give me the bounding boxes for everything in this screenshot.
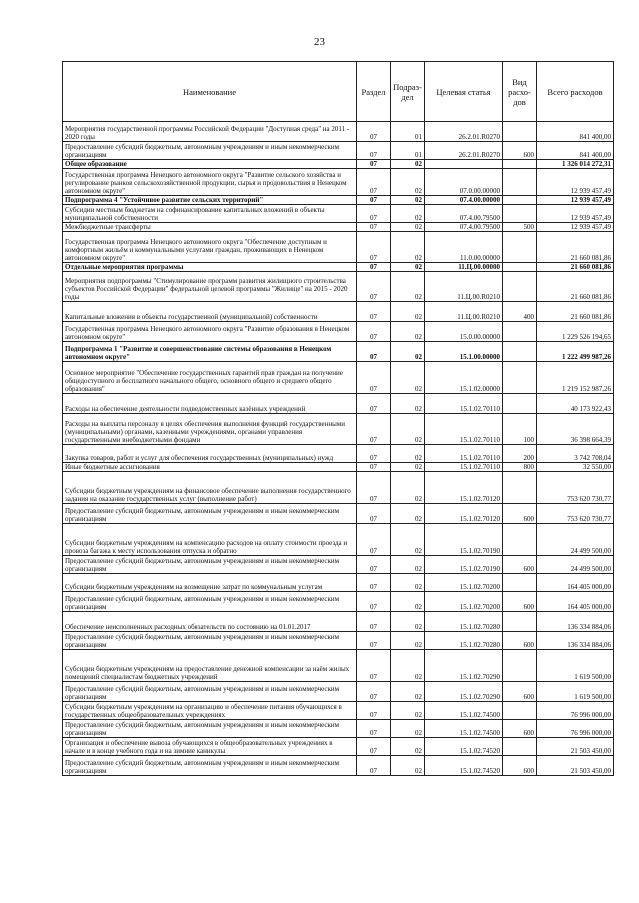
row-amount: 12 939 457,49	[537, 169, 614, 196]
row-amount: 753 620 730,77	[537, 472, 614, 504]
row-amount: 1 619 500,00	[537, 650, 614, 682]
table-row	[63, 160, 614, 169]
row-amount: 36 398 664,39	[537, 414, 614, 445]
table-row	[63, 342, 614, 362]
row-subsection: 02	[391, 414, 425, 445]
row-section: 07	[357, 632, 391, 650]
row-type	[503, 362, 537, 394]
row-subsection: 02	[391, 342, 425, 362]
row-amount: 1 219 152 987,26	[537, 362, 614, 394]
row-name: Субсидии бюджетным учреждениям на возмещение затрат по коммунальным услугам	[63, 574, 357, 592]
row-target: 15.1.02.74520	[425, 756, 503, 776]
table-row	[63, 720, 614, 738]
row-amount: 40 173 922,43	[537, 394, 614, 414]
row-type: 400	[503, 302, 537, 322]
row-subsection: 01	[391, 142, 425, 160]
row-name: Общее образование	[63, 160, 357, 169]
table-row	[63, 472, 614, 504]
row-type	[503, 472, 537, 504]
table-row	[63, 223, 614, 232]
table-header-row	[63, 62, 614, 122]
table-row	[63, 592, 614, 612]
row-section: 07	[357, 702, 391, 720]
row-section: 07	[357, 574, 391, 592]
row-name: Расходы на выплаты персоналу в целях обеспечения выполнения функций государственными (муниципальными) органами, казенными учреждениями, органами управления государственными внебюджетными фондами	[63, 414, 357, 445]
row-subsection: 02	[391, 738, 425, 756]
row-type: 600	[503, 756, 537, 776]
row-name: Обеспечение неисполненных расходных обязательств по состоянию на 01.01.2017	[63, 612, 357, 632]
row-amount: 1 326 014 272,31	[537, 160, 614, 169]
row-name: Организация и обеспечение вывоза обучающихся в общеобразовательных учреждениях в начале и в конце учебного года и на зимние каникулы	[63, 738, 357, 756]
row-subsection: 01	[391, 122, 425, 142]
row-name: Субсидии местным бюджетам на софинансирование капитальных вложений в объекты муниципальной собственности	[63, 205, 357, 223]
table-row	[63, 650, 614, 682]
row-section: 07	[357, 445, 391, 463]
row-subsection: 02	[391, 169, 425, 196]
row-amount: 21 660 081,86	[537, 272, 614, 302]
row-amount: 1 229 526 194,65	[537, 322, 614, 342]
row-amount: 76 996 000,00	[537, 720, 614, 738]
row-section: 07	[357, 612, 391, 632]
row-amount: 3 742 708,04	[537, 445, 614, 463]
row-type: 800	[503, 463, 537, 472]
table-row	[63, 612, 614, 632]
row-subsection: 02	[391, 612, 425, 632]
header-name: Наименование	[63, 62, 357, 122]
row-amount: 21 660 081,86	[537, 232, 614, 263]
row-subsection: 02	[391, 196, 425, 205]
row-type: 600	[503, 720, 537, 738]
row-target: 07.4.00.79500	[425, 223, 503, 232]
table-row	[63, 205, 614, 223]
table-row	[63, 556, 614, 574]
row-type: 600	[503, 504, 537, 524]
row-target	[425, 160, 503, 169]
row-target: 11.0.00.00000	[425, 232, 503, 263]
row-name: Предоставление субсидий бюджетным, автономным учреждениям и иным некоммерческим организациям	[63, 142, 357, 160]
header-target: Целевая статья	[425, 62, 503, 122]
row-target: 11.Ц.00.R0210	[425, 302, 503, 322]
row-target: 26.2.01.R0270	[425, 122, 503, 142]
table-body	[63, 122, 614, 776]
table-row	[63, 196, 614, 205]
row-name: Государственная программа Ненецкого автономного округа "Развитие сельского хозяйства и регулирование рынков сельскохозяйственной продукции, сырья и продовольствия в Ненецком автономном округе"	[63, 169, 357, 196]
row-name: Иные бюджетные ассигнования	[63, 463, 357, 472]
row-target: 15.1.02.70290	[425, 682, 503, 702]
row-type: 600	[503, 632, 537, 650]
row-section: 07	[357, 232, 391, 263]
row-type	[503, 342, 537, 362]
row-subsection: 02	[391, 232, 425, 263]
row-name: Межбюджетные трансферты	[63, 223, 357, 232]
row-type: 600	[503, 556, 537, 574]
table-row	[63, 463, 614, 472]
row-subsection: 02	[391, 302, 425, 322]
table-row	[63, 756, 614, 776]
row-subsection: 02	[391, 394, 425, 414]
row-type: 600	[503, 682, 537, 702]
row-amount: 841 400,00	[537, 122, 614, 142]
row-section: 07	[357, 720, 391, 738]
row-section: 07	[357, 414, 391, 445]
row-section: 07	[357, 169, 391, 196]
table-row	[63, 504, 614, 524]
row-section: 07	[357, 592, 391, 612]
row-target: 15.1.02.70280	[425, 612, 503, 632]
header-type: Вид расхо-дов	[503, 62, 537, 122]
row-type	[503, 169, 537, 196]
row-target: 15.1.02.70110	[425, 414, 503, 445]
row-subsection: 02	[391, 472, 425, 504]
row-subsection: 02	[391, 524, 425, 556]
row-amount: 21 660 081,86	[537, 302, 614, 322]
row-amount: 24 499 500,00	[537, 524, 614, 556]
table-row	[63, 702, 614, 720]
row-type	[503, 272, 537, 302]
row-name: Предоставление субсидий бюджетным, автономным учреждениям и иным некоммерческим организациям	[63, 592, 357, 612]
row-name: Подпрограмма 4 "Устойчивое развитие сельских территорий"	[63, 196, 357, 205]
row-section: 07	[357, 472, 391, 504]
table-row	[63, 574, 614, 592]
row-subsection: 02	[391, 756, 425, 776]
row-section: 07	[357, 682, 391, 702]
row-section: 07	[357, 394, 391, 414]
row-name: Предоставление субсидий бюджетным, автономным учреждениям и иным некоммерческим организациям	[63, 556, 357, 574]
row-type: 500	[503, 223, 537, 232]
row-target: 15.1.02.70120	[425, 472, 503, 504]
row-subsection: 02	[391, 362, 425, 394]
row-target: 15.1.02.70110	[425, 394, 503, 414]
row-section: 07	[357, 160, 391, 169]
row-section: 07	[357, 756, 391, 776]
row-name: Капитальные вложения в объекты государственной (муниципальной) собственности	[63, 302, 357, 322]
row-target: 26.2.01.R0270	[425, 142, 503, 160]
row-type	[503, 205, 537, 223]
row-name: Предоставление субсидий бюджетным, автономным учреждениям и иным некоммерческим организациям	[63, 632, 357, 650]
row-amount: 136 334 884,06	[537, 612, 614, 632]
row-name: Субсидии бюджетным учреждениям на предоставление денежной компенсации за наём жилых помещений специалистам бюджетных учреждений	[63, 650, 357, 682]
table-row	[63, 738, 614, 756]
row-section: 07	[357, 142, 391, 160]
row-amount: 136 334 884,06	[537, 632, 614, 650]
row-amount: 76 996 000,00	[537, 702, 614, 720]
row-type: 200	[503, 445, 537, 463]
row-section: 07	[357, 738, 391, 756]
row-amount: 841 400,00	[537, 142, 614, 160]
table-row	[63, 169, 614, 196]
row-subsection: 02	[391, 223, 425, 232]
table-row	[63, 394, 614, 414]
row-type	[503, 702, 537, 720]
row-subsection: 02	[391, 263, 425, 272]
row-amount: 12 939 457,49	[537, 223, 614, 232]
row-subsection: 02	[391, 574, 425, 592]
row-subsection: 02	[391, 272, 425, 302]
row-type	[503, 738, 537, 756]
row-subsection: 02	[391, 160, 425, 169]
row-name: Мероприятия подпрограммы "Стимулирование программ развития жилищного строительства субъектов Российской Федерации" федеральной целевой программы "Жилище" на 2015 - 2020 годы	[63, 272, 357, 302]
row-subsection: 02	[391, 445, 425, 463]
row-subsection: 02	[391, 205, 425, 223]
row-amount: 21 660 081,86	[537, 263, 614, 272]
row-type: 600	[503, 592, 537, 612]
row-amount: 24 499 500,00	[537, 556, 614, 574]
row-target: 15.0.00.00000	[425, 322, 503, 342]
row-subsection: 02	[391, 556, 425, 574]
row-type	[503, 263, 537, 272]
table-row	[63, 263, 614, 272]
header-total: Всего расходов	[537, 62, 614, 122]
row-type	[503, 524, 537, 556]
header-subsection: Подраз-дел	[391, 62, 425, 122]
row-amount: 12 939 457,49	[537, 196, 614, 205]
row-target: 11.Ц.00.00000	[425, 263, 503, 272]
row-amount: 1 619 500,00	[537, 682, 614, 702]
row-name: Основное мероприятие "Обеспечение государственных гарантий прав граждан на получение общедоступного и бесплатного начального общего, основного общего и среднего общего образования"	[63, 362, 357, 394]
row-name: Субсидии бюджетным учреждениям на финансовое обеспечение выполнения государственного задания на оказание государственных услуг (выполнение работ)	[63, 472, 357, 504]
row-section: 07	[357, 463, 391, 472]
row-target: 15.1.02.70190	[425, 524, 503, 556]
row-section: 07	[357, 205, 391, 223]
row-name: Отдельные мероприятия программы	[63, 263, 357, 272]
table-row	[63, 302, 614, 322]
row-section: 07	[357, 556, 391, 574]
table-row	[63, 682, 614, 702]
row-target: 15.1.02.00000	[425, 362, 503, 394]
row-target: 15.1.02.70190	[425, 556, 503, 574]
row-subsection: 02	[391, 720, 425, 738]
row-type	[503, 122, 537, 142]
row-section: 07	[357, 650, 391, 682]
row-type	[503, 196, 537, 205]
row-target: 15.1.02.70280	[425, 632, 503, 650]
row-amount: 164 405 000,00	[537, 574, 614, 592]
row-type	[503, 612, 537, 632]
row-target: 11.Ц.00.R0210	[425, 272, 503, 302]
row-target: 07.4.00.00000	[425, 196, 503, 205]
row-type	[503, 160, 537, 169]
row-name: Подпрограмма 1 "Развитие и совершенствование системы образования в Ненецком автономном округе"	[63, 342, 357, 362]
row-target: 07.0.00.00000	[425, 169, 503, 196]
row-target: 15.1.02.70200	[425, 574, 503, 592]
row-subsection: 02	[391, 463, 425, 472]
row-subsection: 02	[391, 504, 425, 524]
table-row	[63, 445, 614, 463]
row-name: Предоставление субсидий бюджетным, автономным учреждениям и иным некоммерческим организациям	[63, 504, 357, 524]
row-type: 100	[503, 414, 537, 445]
row-name: Предоставление субсидий бюджетным, автономным учреждениям и иным некоммерческим организациям	[63, 720, 357, 738]
row-type	[503, 232, 537, 263]
row-target: 15.1.02.74500	[425, 702, 503, 720]
row-amount: 1 222 499 987,26	[537, 342, 614, 362]
row-section: 07	[357, 504, 391, 524]
row-type: 600	[503, 142, 537, 160]
row-subsection: 02	[391, 592, 425, 612]
row-name: Предоставление субсидий бюджетным, автономным учреждениям и иным некоммерческим организациям	[63, 756, 357, 776]
table-row	[63, 122, 614, 142]
row-section: 07	[357, 223, 391, 232]
row-amount: 164 405 000,00	[537, 592, 614, 612]
row-section: 07	[357, 362, 391, 394]
table-row	[63, 142, 614, 160]
row-section: 07	[357, 263, 391, 272]
row-subsection: 02	[391, 702, 425, 720]
table-row	[63, 232, 614, 263]
row-section: 07	[357, 272, 391, 302]
row-name: Расходы на обеспечение деятельности подведомственных казённых учреждений	[63, 394, 357, 414]
row-name: Субсидии бюджетным учреждениям на компенсацию расходов на оплату стоимости проезда и провоза багажа к месту использования отпуска и обратно	[63, 524, 357, 556]
row-target: 15.1.02.70110	[425, 445, 503, 463]
row-amount: 21 503 450,00	[537, 756, 614, 776]
row-name: Мероприятия государственной программы Российской Федерации "Доступная среда" на 2011 - 2020 годы	[63, 122, 357, 142]
row-target: 15.1.02.74500	[425, 720, 503, 738]
row-name: Государственная программа Ненецкого автономного округа "Развитие образования в Ненецком автономном округе"	[63, 322, 357, 342]
row-name: Субсидии бюджетным учреждениям на организацию и обеспечение питания обучающихся в государственных общеобразовательных учреждениях	[63, 702, 357, 720]
table-row	[63, 632, 614, 650]
row-target: 15.1.02.74520	[425, 738, 503, 756]
row-subsection: 02	[391, 632, 425, 650]
row-type	[503, 322, 537, 342]
row-type	[503, 574, 537, 592]
row-target: 15.1.02.70290	[425, 650, 503, 682]
row-target: 15.1.00.00000	[425, 342, 503, 362]
row-section: 07	[357, 342, 391, 362]
row-amount: 12 939 457,49	[537, 205, 614, 223]
table-row	[63, 524, 614, 556]
row-section: 07	[357, 302, 391, 322]
budget-table	[62, 61, 614, 776]
row-subsection: 02	[391, 682, 425, 702]
row-name: Предоставление субсидий бюджетным, автономным учреждениям и иным некоммерческим организациям	[63, 682, 357, 702]
row-subsection: 02	[391, 650, 425, 682]
page-number: 23	[314, 36, 325, 48]
row-target: 15.1.02.70200	[425, 592, 503, 612]
row-section: 07	[357, 196, 391, 205]
row-target: 07.4.00.79500	[425, 205, 503, 223]
row-name: Закупка товаров, работ и услуг для обеспечения государственных (муниципальных) нужд	[63, 445, 357, 463]
table-row	[63, 322, 614, 342]
row-type	[503, 650, 537, 682]
header-section: Раздел	[357, 62, 391, 122]
row-subsection: 02	[391, 322, 425, 342]
row-target: 15.1.02.70110	[425, 463, 503, 472]
row-target: 15.1.02.70120	[425, 504, 503, 524]
table-row	[63, 414, 614, 445]
row-section: 07	[357, 322, 391, 342]
row-name: Государственная программа Ненецкого автономного округа "Обеспечение доступным и комфортным жильём и коммунальными услугами граждан, проживающих в Ненецком автономном округе"	[63, 232, 357, 263]
row-section: 07	[357, 524, 391, 556]
table-row	[63, 272, 614, 302]
row-amount: 32 550,00	[537, 463, 614, 472]
table-row	[63, 362, 614, 394]
row-type	[503, 394, 537, 414]
row-section: 07	[357, 122, 391, 142]
row-amount: 753 620 730,77	[537, 504, 614, 524]
row-amount: 21 503 450,00	[537, 738, 614, 756]
